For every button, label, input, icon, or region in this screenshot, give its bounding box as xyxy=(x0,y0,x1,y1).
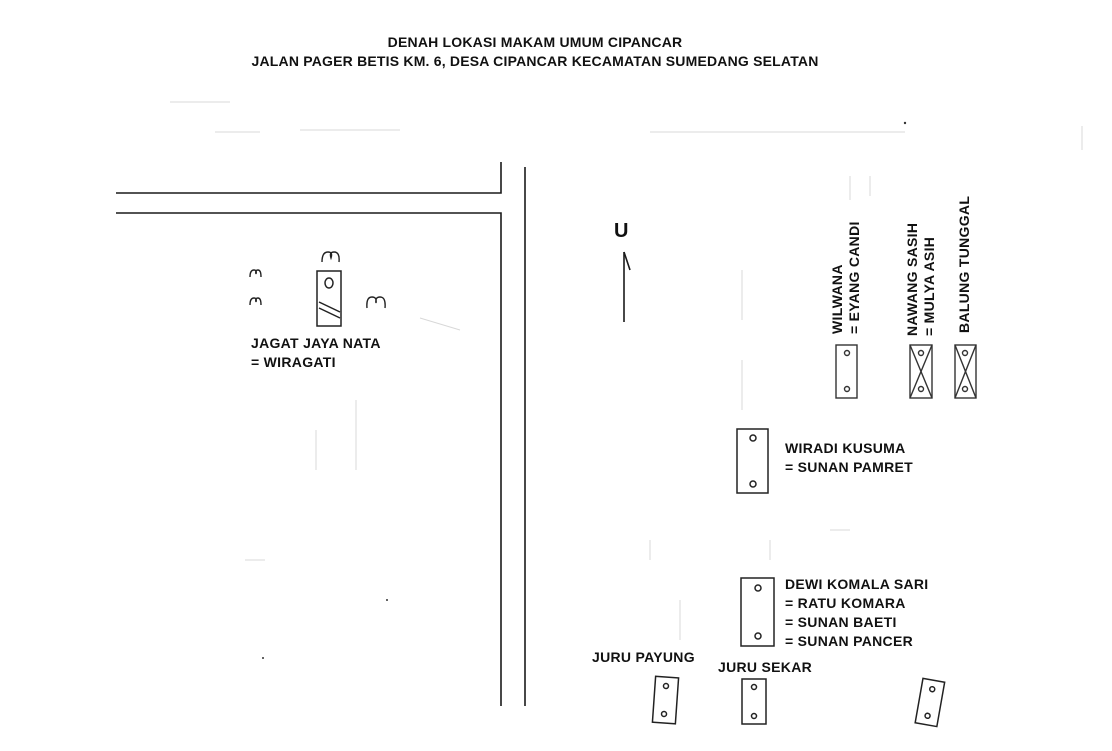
grave-dewi-komala-sari xyxy=(741,578,774,646)
upper-boundary-line xyxy=(116,162,501,193)
north-arrow-icon xyxy=(624,252,630,322)
grave-jagat-jaya-nata xyxy=(317,271,341,326)
label-line: DEWI KOMALA SARI xyxy=(785,576,929,592)
grave-wiradi-kusuma xyxy=(737,429,768,493)
map-title-line-1: DENAH LOKASI MAKAM UMUM CIPANCAR xyxy=(387,34,683,50)
tree-icon xyxy=(367,297,385,308)
map-title-line-2: JALAN PAGER BETIS KM. 6, DESA CIPANCAR KECAMATAN SUMEDANG SELATAN xyxy=(251,53,819,69)
label-line: = SUNAN PANCER xyxy=(785,633,914,649)
label-line: NAWANG SASIH xyxy=(904,222,920,336)
label-wiradi-kusuma xyxy=(785,439,913,477)
label-line: = WIRAGATI xyxy=(251,354,336,370)
grave-juru-sekar xyxy=(742,679,766,724)
label-nawang-sasih xyxy=(904,223,938,336)
label-balung-tunggal xyxy=(956,196,973,333)
tree-icon xyxy=(322,252,339,262)
grave-nawang-sasih xyxy=(910,345,932,398)
label-line: = SUNAN PAMRET xyxy=(785,459,914,475)
label-line: JURU SEKAR xyxy=(718,659,813,675)
label-line: WIRADI KUSUMA xyxy=(785,440,906,456)
label-line: BALUNG TUNGGAL xyxy=(956,195,972,333)
left-boundary-walls xyxy=(116,162,501,706)
label-line: = SUNAN BAETI xyxy=(785,614,897,630)
label-line: = RATU KOMARA xyxy=(785,595,906,611)
label-line: JAGAT JAYA NATA xyxy=(251,335,381,351)
label-dewi-komala-sari xyxy=(785,575,929,651)
label-wilwana xyxy=(829,221,863,334)
grave-wilwana xyxy=(836,345,857,398)
label-juru-payung xyxy=(592,648,695,667)
north-label: U xyxy=(614,220,629,242)
label-jagat-jaya-nata xyxy=(251,334,381,372)
label-line: JURU PAYUNG xyxy=(592,649,695,665)
label-juru-sekar xyxy=(718,658,812,677)
tree-icon xyxy=(250,298,261,305)
grave-balung-tunggal xyxy=(955,345,976,398)
lower-boundary-line xyxy=(116,213,501,706)
label-line: = MULYA ASIH xyxy=(921,236,937,336)
grave-juru-payung xyxy=(652,676,678,723)
label-line: WILWANA xyxy=(829,264,845,334)
label-line: = EYANG CANDI xyxy=(846,221,862,334)
tree-icon xyxy=(250,270,261,277)
grave-unlabeled xyxy=(915,678,944,726)
